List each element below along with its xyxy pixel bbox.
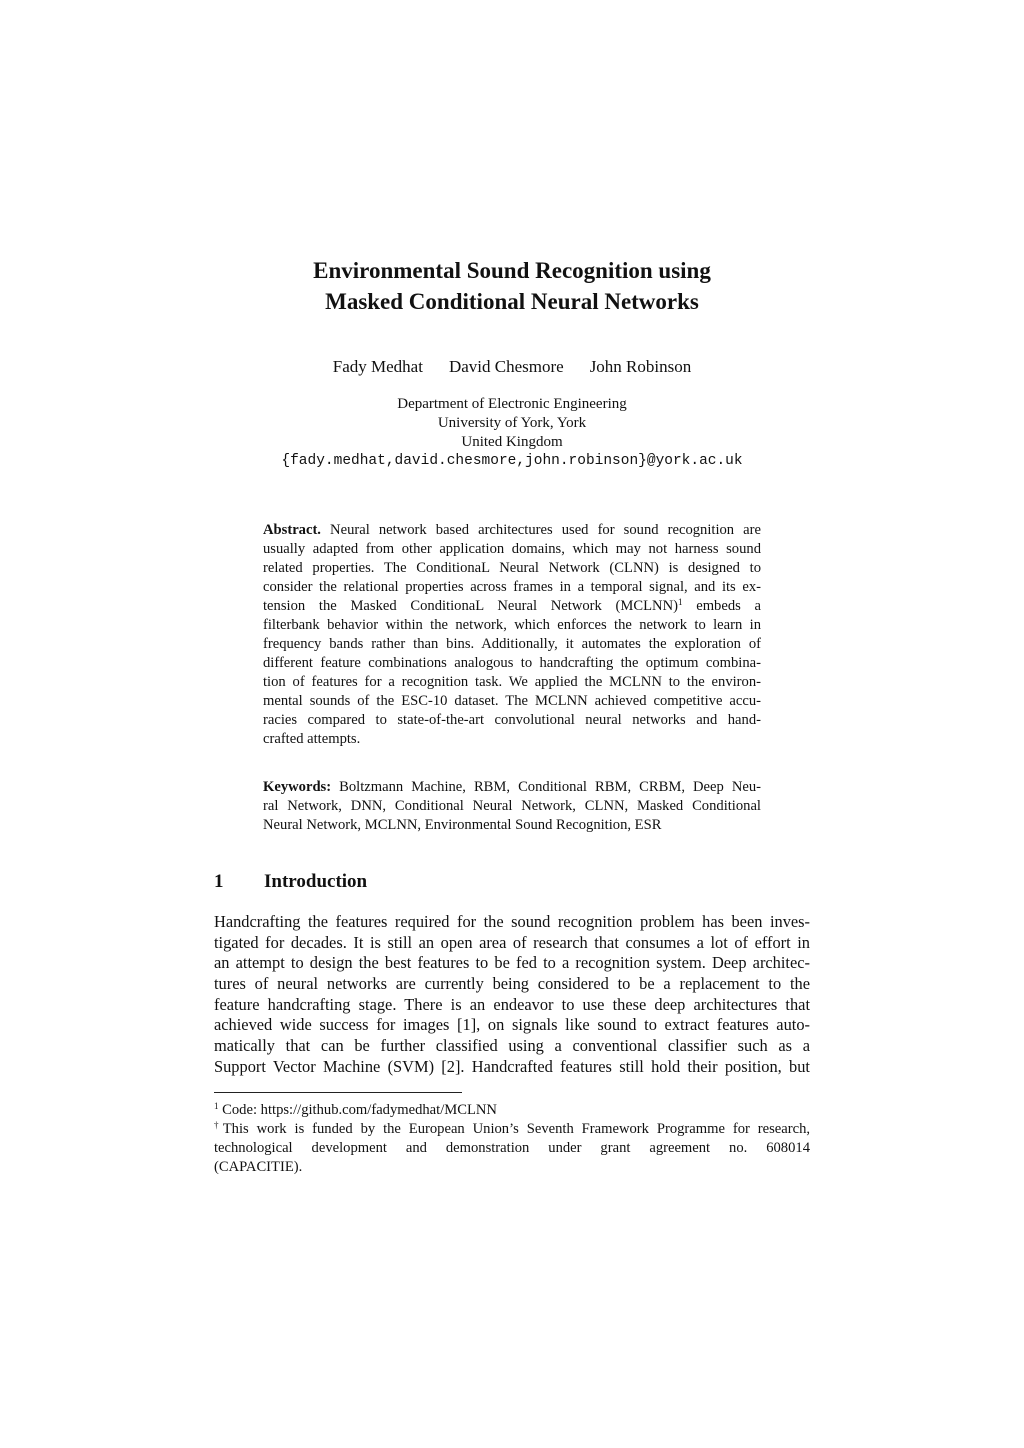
footnote-marker: 1 — [214, 1101, 219, 1111]
footnote-2-line: †This work is funded by the European Union’s Seventh Framework Programme for research, — [214, 1120, 811, 1137]
abstract-line: mental sounds of the ESC-10 dataset. The MCLNN achieved competitive accu- — [263, 693, 761, 709]
author-name: David Chesmore — [448, 357, 564, 376]
section-title: Introduction — [264, 871, 368, 892]
abstract-line: consider the relational properties across frames in a temporal signal, and its ex- — [263, 579, 761, 595]
abstract-line: filterbank behavior within the network, which enforces the network to learn in — [263, 617, 761, 633]
footnote-1: $^1$ Code: https://github.com/fadymedhat/MCLNN — [214, 1101, 497, 1118]
keywords — [263, 778, 761, 835]
affiliation — [212, 395, 812, 452]
footnotes — [214, 1101, 810, 1177]
abstract — [263, 521, 761, 749]
department: Department of Electronic Engineering — [397, 396, 627, 412]
author-name: Fady Medhat — [332, 357, 423, 376]
title-line-1: Environmental Sound Recognition using — [313, 258, 711, 283]
section-number: 1 — [214, 871, 224, 892]
footnote-2-line: technological development and demonstration under grant agreement no. 608014 — [214, 1140, 810, 1156]
paper-title — [212, 255, 812, 317]
abstract-line: different feature combinations analogous to handcrafting the optimum combina- — [263, 655, 761, 671]
keywords-line: ral Network, DNN, Conditional Neural Network, CLNN, Masked Conditional — [263, 798, 761, 814]
author-name: John Robinson — [589, 357, 692, 376]
body-line: achieved wide success for images [1], on signals like sound to extract features auto- — [214, 1015, 810, 1035]
country: United Kingdom — [461, 434, 563, 450]
keywords-label: Keywords: — [263, 779, 332, 795]
keywords-line: Keywords: Boltzmann Machine, RBM, Conditional RBM, CRBM, Deep Neu- — [263, 779, 761, 795]
author-list — [212, 356, 812, 378]
footnote-marker: 1 — [677, 597, 683, 607]
section-heading — [214, 870, 367, 894]
body-line: Support Vector Machine (SVM) [2]. Handcrafted features still hold their position, but — [214, 1056, 810, 1076]
abstract-label: Abstract. — [263, 522, 321, 538]
keywords-line: Neural Network, MCLNN, Environmental Sound Recognition, ESR — [263, 817, 662, 833]
footnote-divider — [214, 1092, 462, 1093]
body-line: feature handcrafting stage. There is an endeavor to use these deep architectures that — [214, 994, 810, 1014]
abstract-line: tension the Masked ConditionaL Neural Network (MCLNN)$^1$ embeds a — [263, 597, 761, 614]
title-line-2: Masked Conditional Neural Networks — [325, 289, 699, 314]
abstract-line: related properties. The ConditionaL Neural Network (CLNN) is designed to — [263, 560, 761, 576]
author-emails: {fady.medhat,david.chesmore,john.robinson}@york.ac.uk — [281, 453, 743, 469]
footnote-2-line: (CAPACITIE). — [214, 1159, 303, 1175]
abstract-line: Abstract. Neural network based architectures used for sound recognition are — [263, 522, 761, 538]
footnote-marker: † — [214, 1120, 223, 1130]
body-line: tures of neural networks are currently being considered to be a replacement to the — [214, 974, 810, 994]
body-line: Handcrafting the features required for the sound recognition problem has been inves- — [214, 912, 810, 931]
university: University of York, York — [437, 415, 587, 431]
abstract-line: racies compared to state-of-the-art convolutional neural networks and hand- — [263, 712, 761, 728]
body-line: an attempt to design the best features to be fed to a recognition system. Deep architec- — [214, 953, 810, 973]
body-line: matically that can be further classified using a conventional classifier such as a — [214, 1036, 810, 1056]
abstract-line: crafted attempts. — [263, 731, 361, 747]
introduction-body — [214, 912, 810, 1078]
abstract-line: tion of features for a recognition task. We applied the MCLNN to the environ- — [263, 674, 761, 690]
abstract-line: frequency bands rather than bins. Additionally, it automates the exploration of — [263, 636, 761, 652]
abstract-line: usually adapted from other application domains, which may not harness sound — [263, 541, 761, 557]
body-line: tigated for decades. It is still an open area of research that consumes a lot of effort in — [214, 932, 810, 952]
